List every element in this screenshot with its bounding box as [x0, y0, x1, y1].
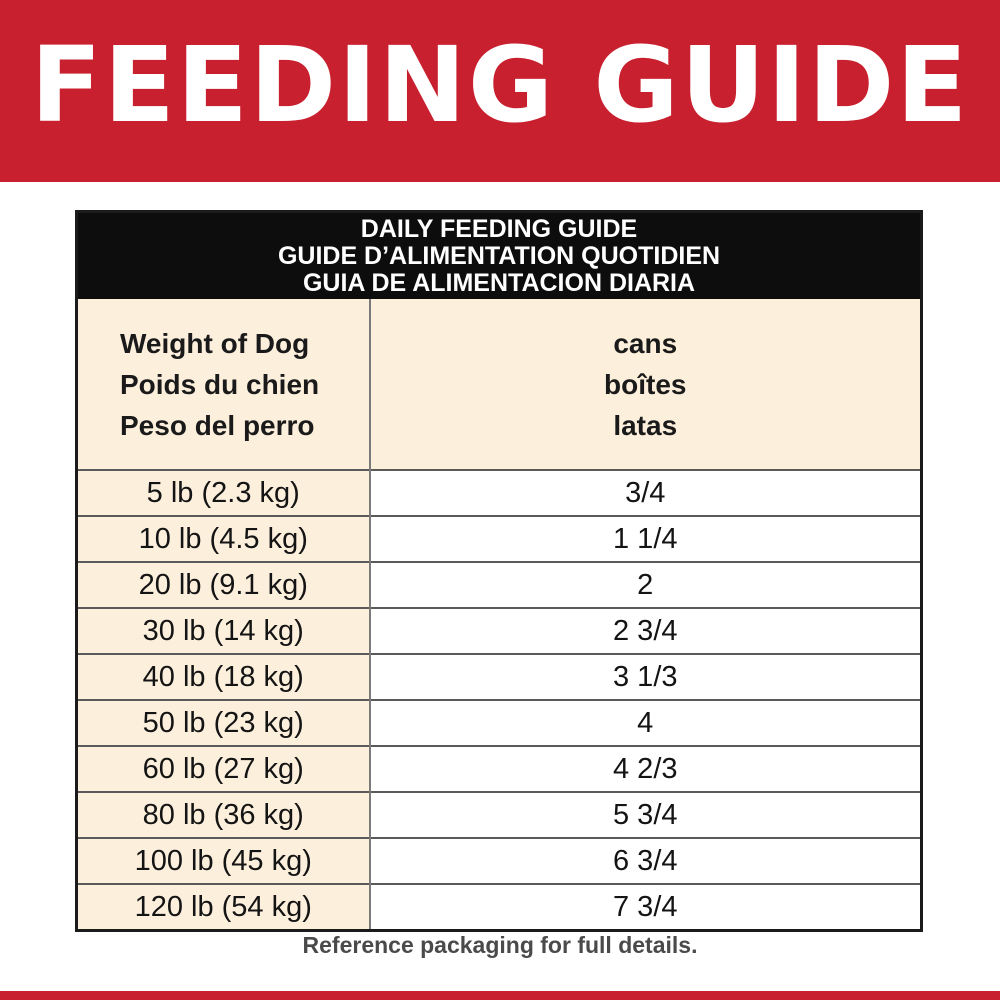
bottom-strip [0, 991, 1000, 1000]
table-row [77, 700, 922, 746]
table-title [77, 212, 922, 300]
table-row [77, 838, 922, 884]
cans-cell: 4 2/3 [370, 746, 922, 792]
weight-cell: 40 lb (18 kg) [77, 654, 370, 700]
cans-column-header [370, 299, 922, 470]
cans-header-en: cans [613, 327, 678, 359]
cans-cell: 5 3/4 [370, 792, 922, 838]
weight-cell: 10 lb (4.5 kg) [77, 516, 370, 562]
weight-cell: 5 lb (2.3 kg) [77, 470, 370, 516]
table-title-es: GUIA DE ALIMENTACION DIARIA [302, 268, 696, 297]
table-row [77, 792, 922, 838]
table-row [77, 516, 922, 562]
table-row [77, 562, 922, 608]
cans-cell: 3/4 [370, 470, 922, 516]
weight-header-es: Peso del perro [120, 409, 315, 441]
cans-cell: 4 [370, 700, 922, 746]
weight-cell: 50 lb (23 kg) [77, 700, 370, 746]
cans-cell: 2 [370, 562, 922, 608]
weight-header-en: Weight of Dog [120, 327, 310, 359]
cans-cell: 2 3/4 [370, 608, 922, 654]
cans-cell: 7 3/4 [370, 884, 922, 931]
table-row [77, 608, 922, 654]
cans-cell: 6 3/4 [370, 838, 922, 884]
table-row [77, 884, 922, 931]
weight-cell: 100 lb (45 kg) [77, 838, 370, 884]
cans-header-es: latas [613, 409, 678, 441]
cans-cell: 3 1/3 [370, 654, 922, 700]
table-title-row [77, 212, 922, 300]
cans-cell: 1 1/4 [370, 516, 922, 562]
table-title-en: DAILY FEEDING GUIDE [360, 214, 638, 243]
feeding-guide-table [75, 210, 923, 932]
weight-cell: 80 lb (36 kg) [77, 792, 370, 838]
weight-cell: 20 lb (9.1 kg) [77, 562, 370, 608]
top-banner [0, 0, 1000, 182]
footnote: Reference packaging for full details. [302, 932, 698, 958]
table-row [77, 470, 922, 516]
weight-column-header [77, 299, 370, 470]
page-title: FEEDING GUIDE [30, 24, 970, 146]
table-header-row [77, 299, 922, 470]
table-row [77, 654, 922, 700]
table-row [77, 746, 922, 792]
cans-header-fr: boîtes [604, 368, 687, 400]
weight-cell: 60 lb (27 kg) [77, 746, 370, 792]
weight-cell: 120 lb (54 kg) [77, 884, 370, 931]
weight-header-fr: Poids du chien [120, 368, 320, 400]
weight-cell: 30 lb (14 kg) [77, 608, 370, 654]
table-title-fr: GUIDE D’ALIMENTATION QUOTIDIEN [277, 241, 721, 270]
